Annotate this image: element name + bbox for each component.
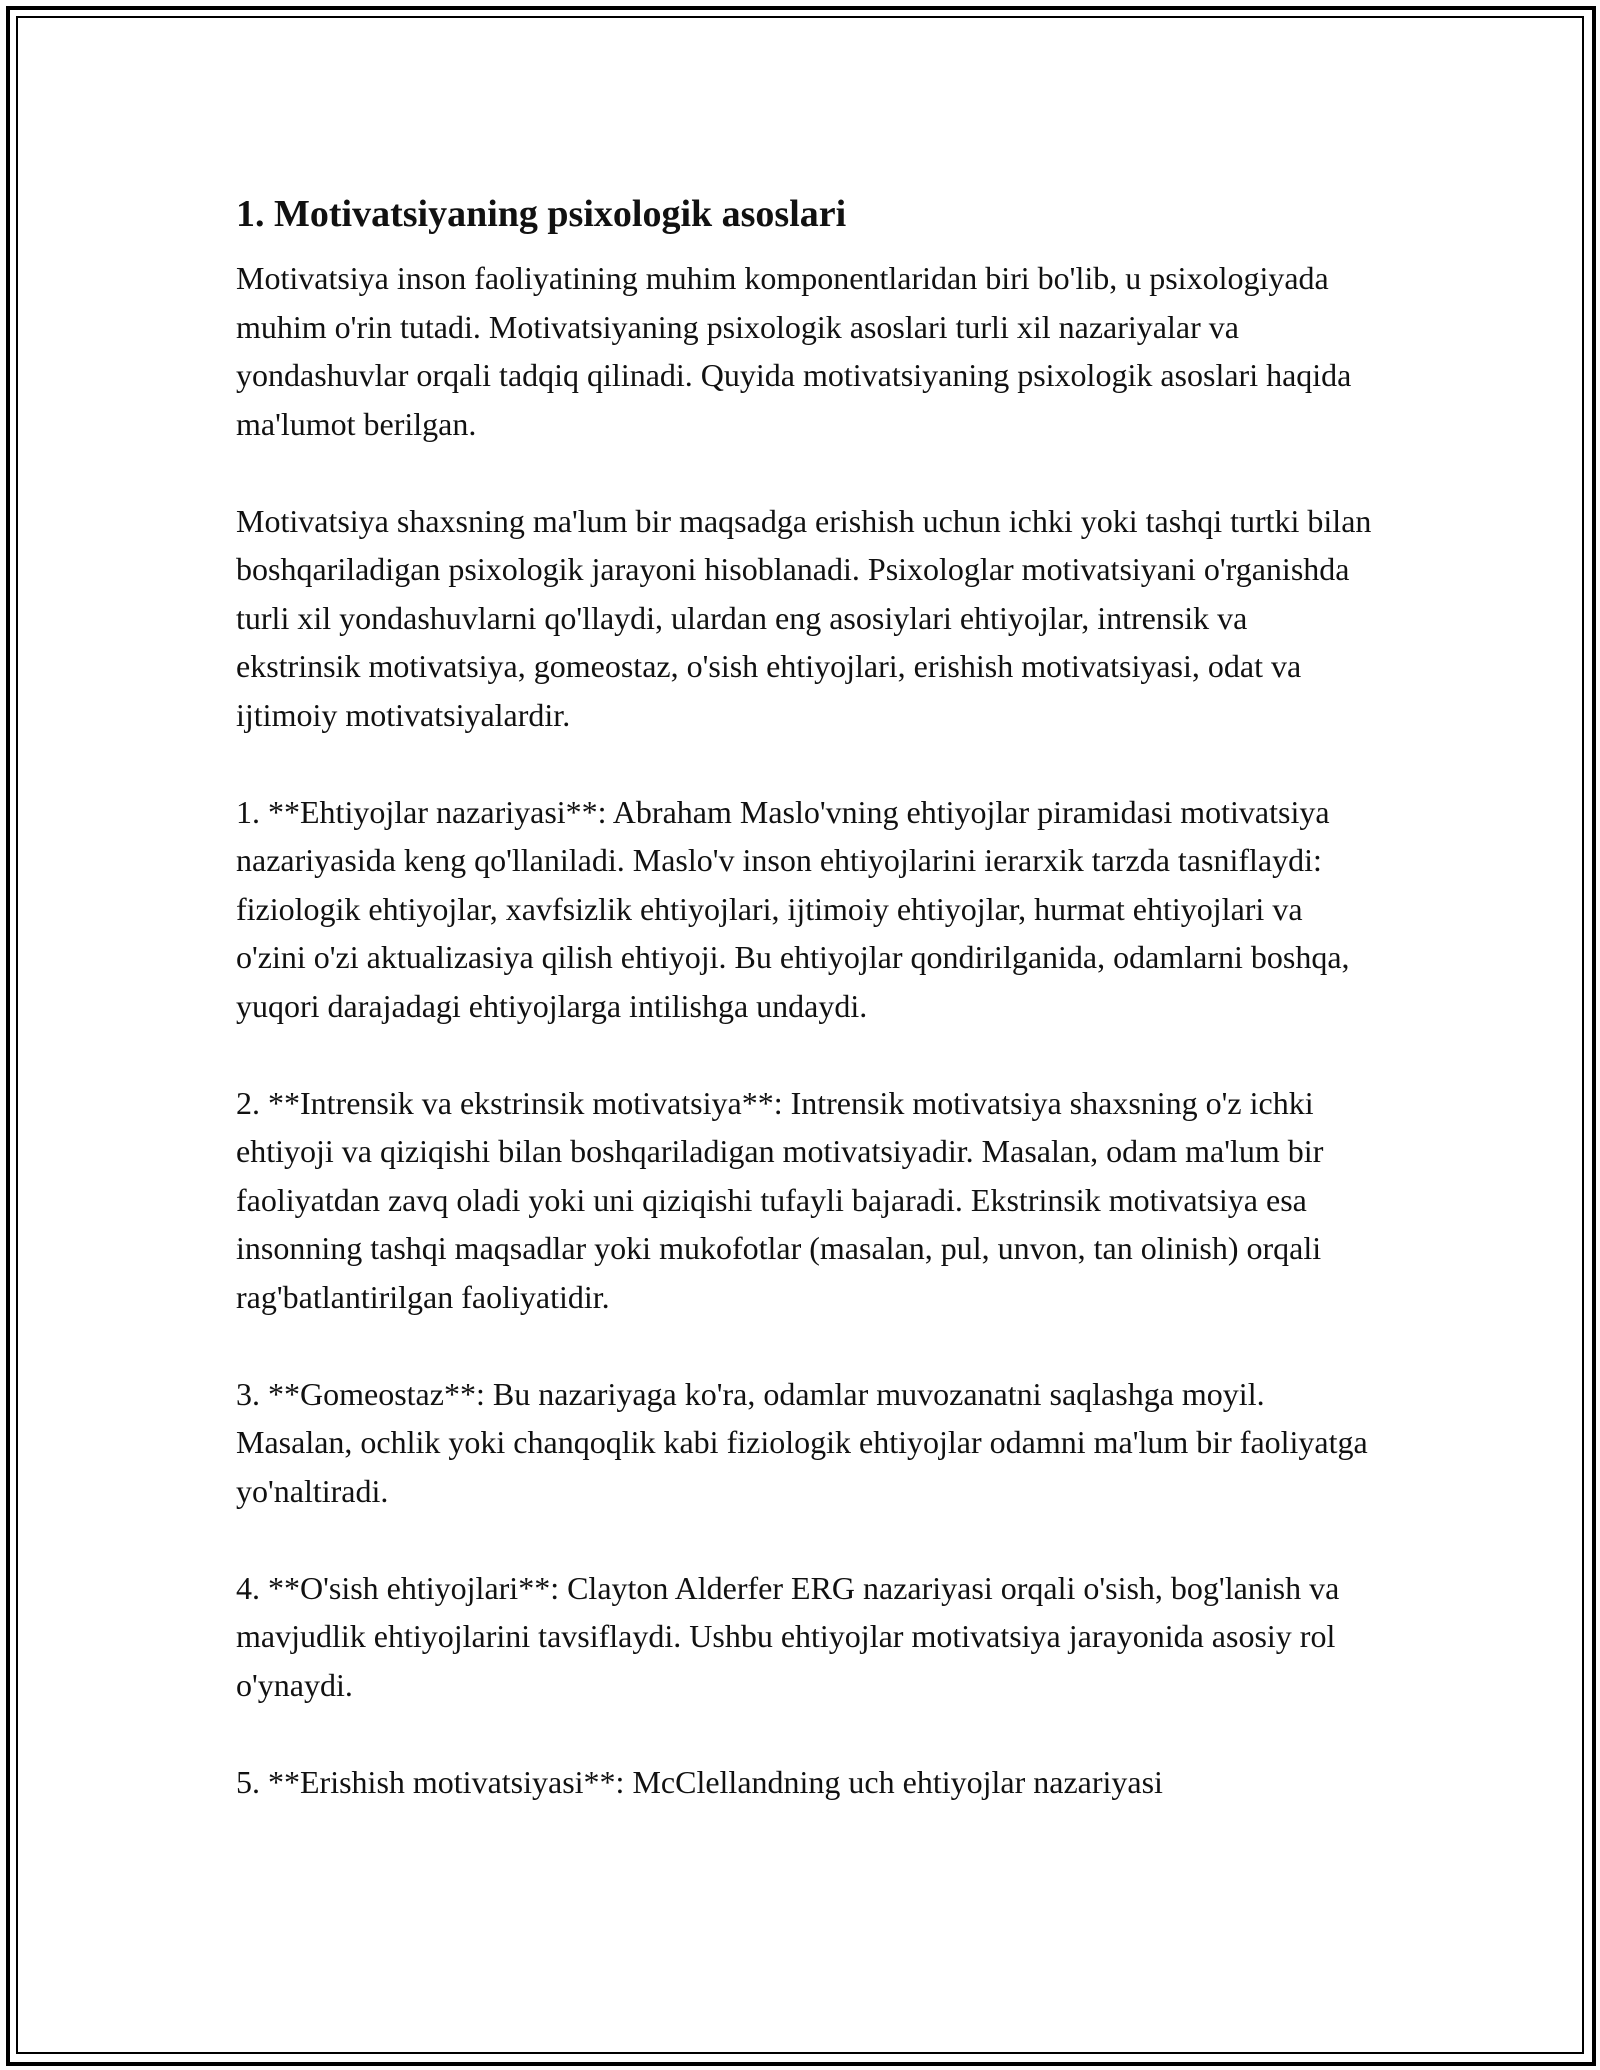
paragraph-needs-theory: 1. **Ehtiyojlar nazariyasi**: Abraham Maslo'vning ehtiyojlar piramidasi motivatsiya nazariyasida keng qo'llaniladi. Maslo'v inson ehtiyojlarini ierarxik tarzda tasniflaydi: fiziologik ehtiyojlar, xavfsizlik ehtiyojlari, ijtimoiy ehtiyojlar, hurmat ehtiyojlari va o'zini o'zi aktualizasiya qilish ehtiyoji. Bu ehtiyojlar qondirilganida, odamlarni boshqa, yuqori darajadagi ehtiyojlarga intilishga undaydi. <box>236 793 1350 1024</box>
paragraph-growth-needs: 4. **O'sish ehtiyojlari**: Clayton Alderfer ERG nazariyasi orqali o'sish, bog'lanish va mavjudlik ehtiyojlarini tavsiflaydi. Ushbu ehtiyojlar motivatsiya jarayonida asosiy rol o'ynaydi. <box>236 1569 1340 1703</box>
paragraph-definition: Motivatsiya shaxsning ma'lum bir maqsadga erishish uchun ichki yoki tashqi turtki bilan boshqariladigan psixologik jarayoni hisoblanadi. Psixologlar motivatsiyani o'rganishda turli xil yondashuvlarni qo'llaydi, ulardan eng asosiylari ehtiyojlar, intrensik va ekstrinsik motivatsiya, gomeostaz, o'sish ehtiyojlari, erishish motivatsiyasi, odat va ijtimoiy motivatsiyalardir. <box>236 502 1372 733</box>
document-body <box>236 188 1376 1855</box>
paragraph-intro: Motivatsiya inson faoliyatining muhim komponentlaridan biri bo'lib, u psixologiyada muhim o'rin tutadi. Motivatsiyaning psixologik asoslari turli xil nazariyalar va yondashuvlar orqali tadqiq qilinadi. Quyida motivatsiyaning psixologik asoslari haqida ma'lumot berilgan. <box>236 260 1352 442</box>
section-heading: 1. Motivatsiyaning psixologik asoslari <box>236 193 847 235</box>
paragraph-homeostasis: 3. **Gomeostaz**: Bu nazariyaga ko'ra, odamlar muvozanatni saqlashga moyil. Masalan, ochlik yoki chanqoqlik kabi fiziologik ehtiyojlar odamni ma'lum bir faoliyatga yo'naltiradi. <box>236 1375 1368 1509</box>
paragraph-intrinsic-extrinsic: 2. **Intrensik va ekstrinsik motivatsiya**: Intrensik motivatsiya shaxsning o'z ichki ehtiyoji va qiziqishi bilan boshqariladigan motivatsiyadir. Masalan, odam ma'lum bir faoliyatdan zavq oladi yoki uni qiziqishi tufayli bajaradi. Ekstrinsik motivatsiya esa insonning tashqi maqsadlar yoki mukofotlar (masalan, pul, unvon, tan olinish) orqali rag'batlantirilgan faoliyatidir. <box>236 1084 1324 1315</box>
paragraph-achievement: 5. **Erishish motivatsiyasi**: McClellandning uch ehtiyojlar nazariyasi <box>236 1763 1163 1800</box>
